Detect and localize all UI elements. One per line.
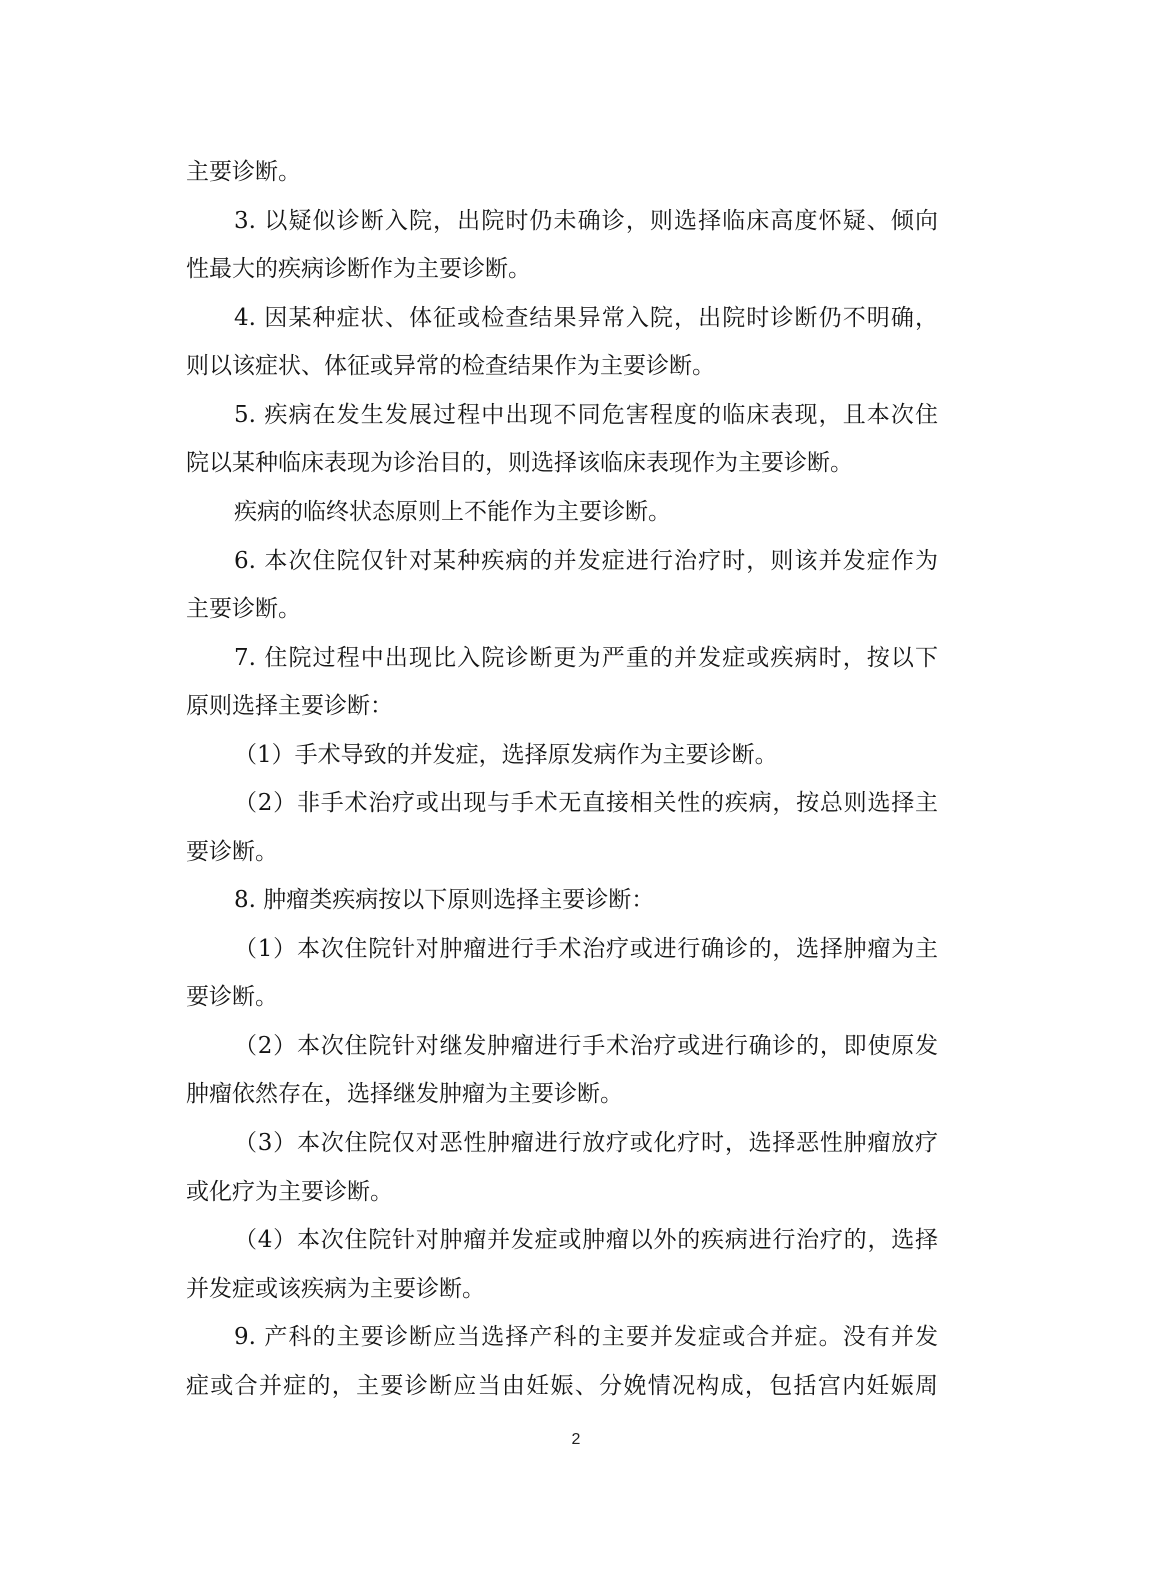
text-line-24: 并发症或该疾病为主要诊断。 (186, 1276, 485, 1302)
text-line-5: 则以该症状、体征或异常的检查结果作为主要诊断。 (186, 353, 715, 379)
text-line-7: 院以某种临床表现为诊治目的，则选择该临床表现作为主要诊断。 (186, 450, 853, 476)
text-line-25: 9. 产科的主要诊断应当选择产科的主要并发症或合并症。没有并发 (234, 1324, 938, 1350)
text-line-6: 5. 疾病在发生发展过程中出现不同危害程度的临床表现，且本次住 (234, 402, 938, 428)
text-line-9: 6. 本次住院仅针对某种疾病的并发症进行治疗时，则该并发症作为 (234, 548, 938, 574)
text-line-12: 原则选择主要诊断： (186, 693, 393, 719)
text-line-3: 性最大的疾病诊断作为主要诊断。 (186, 256, 531, 282)
text-line-14: （2）非手术治疗或出现与手术无直接相关性的疾病，按总则选择主 (234, 790, 938, 816)
text-line-15: 要诊断。 (186, 839, 278, 865)
text-line-13: （1）手术导致的并发症，选择原发病作为主要诊断。 (234, 742, 778, 768)
text-line-20: 肿瘤依然存在，选择继发肿瘤为主要诊断。 (186, 1081, 623, 1107)
text-line-21: （3）本次住院仅对恶性肿瘤进行放疗或化疗时，选择恶性肿瘤放疗 (234, 1130, 938, 1156)
text-line-16: 8. 肿瘤类疾病按以下原则选择主要诊断： (234, 887, 655, 913)
text-line-10: 主要诊断。 (186, 596, 301, 622)
page-number: 2 (571, 1431, 581, 1448)
text-line-1: 主要诊断。 (186, 159, 301, 185)
text-line-8: 疾病的临终状态原则上不能作为主要诊断。 (234, 499, 671, 525)
text-line-18: 要诊断。 (186, 984, 278, 1010)
text-line-11: 7. 住院过程中出现比入院诊断更为严重的并发症或疾病时，按以下 (234, 645, 938, 671)
text-line-19: （2）本次住院针对继发肿瘤进行手术治疗或进行确诊的，即使原发 (234, 1033, 938, 1059)
text-line-17: （1）本次住院针对肿瘤进行手术治疗或进行确诊的，选择肿瘤为主 (234, 936, 938, 962)
text-line-4: 4. 因某种症状、体征或检查结果异常入院，出院时诊断仍不明确， (234, 305, 938, 331)
text-line-22: 或化疗为主要诊断。 (186, 1179, 393, 1205)
text-line-2: 3. 以疑似诊断入院，出院时仍未确诊，则选择临床高度怀疑、倾向 (234, 208, 938, 234)
text-line-23: （4）本次住院针对肿瘤并发症或肿瘤以外的疾病进行治疗的，选择 (234, 1227, 938, 1253)
text-line-26: 症或合并症的，主要诊断应当由妊娠、分娩情况构成，包括宫内妊娠周 (186, 1373, 938, 1399)
